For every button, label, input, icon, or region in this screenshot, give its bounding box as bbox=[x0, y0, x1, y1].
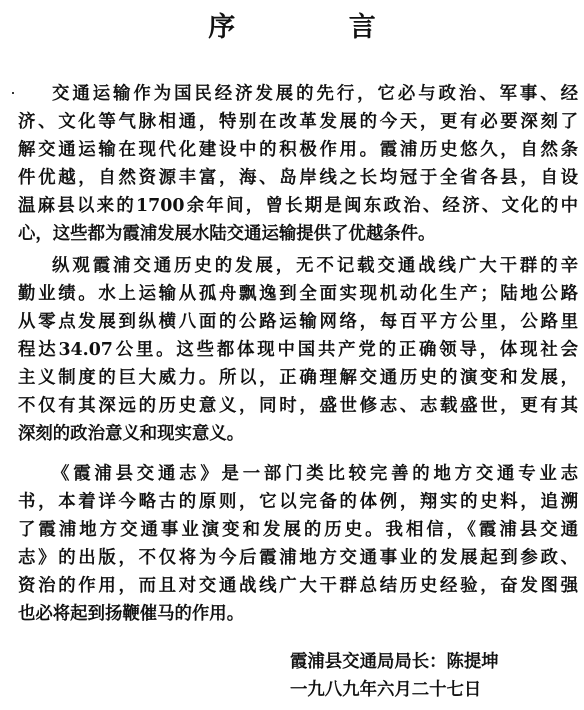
paragraph-3-line-1: 《霞浦县交通志》是一部门类比较完善的地方交通专业志 bbox=[52, 464, 578, 484]
paragraph-1-line-3: 解交通运输在现代化建设中的积极作用。霞浦历史悠久，自然条 bbox=[18, 140, 578, 160]
paragraph-3-line-4: 志》的出版，不仅将为今后霞浦地方交通事业的发展起到参政、 bbox=[18, 548, 578, 568]
paragraph-3-line-5: 资治的作用，而且对交通战线广大干群总结历史经验，奋发图强 bbox=[18, 576, 578, 596]
paragraph-1-line-6: 心，这些都为霞浦发展水陆交通运输提供了优越条件。 bbox=[18, 224, 436, 244]
paragraph-1-line-5: 温麻县以来的1700余年间，曾长期是闽东政治、经济、文化的中 bbox=[18, 196, 578, 216]
scan-speck bbox=[12, 92, 14, 94]
paragraph-2-line-4: 程达34.07公里。这些都体现中国共产党的正确领导，体现社会 bbox=[18, 340, 578, 360]
date-line: 一九八九年六月二十七日 bbox=[290, 680, 482, 700]
paragraph-2-line-3: 从零点发展到纵横八面的公路运输网络，每百平方公里，公路里 bbox=[18, 312, 578, 332]
signature: 霞浦县交通局局长：陈提坤 bbox=[290, 652, 499, 672]
paragraph-3-line-2: 书，本着详今略古的原则，它以完备的体例，翔实的史料，追溯 bbox=[18, 492, 578, 512]
page-title: 序 言 bbox=[208, 12, 428, 43]
paragraph-2-line-7: 深刻的政治意义和现实意义。 bbox=[18, 424, 245, 444]
paragraph-1-line-1: 交通运输作为国民经济发展的先行，它必与政治、军事、经 bbox=[52, 84, 578, 104]
paragraph-3-line-6: 也必将起到扬鞭催马的作用。 bbox=[18, 604, 245, 624]
paragraph-2-line-6: 不仅有其深远的历史意义，同时，盛世修志、志载盛世，更有其 bbox=[18, 396, 578, 416]
paragraph-1-line-4: 件优越，自然资源丰富，海、岛岸线之长均冠于全省各县，自设 bbox=[18, 168, 578, 188]
paragraph-1-line-2: 济、文化等气脉相通，特别在改革发展的今天，更有必要深刻了 bbox=[18, 112, 578, 132]
paragraph-2-line-5: 主义制度的巨大威力。所以，正确理解交通历史的演变和发展， bbox=[18, 368, 578, 388]
paragraph-2-line-1: 纵观霞浦交通历史的发展，无不记载交通战线广大干群的辛 bbox=[52, 256, 578, 276]
paragraph-3-line-3: 了霞浦地方交通事业演变和发展的历史。我相信，《霞浦县交通 bbox=[18, 520, 578, 540]
paragraph-2-line-2: 勤业绩。水上运输从孤舟飘逸到全面实现机动化生产；陆地公路 bbox=[18, 284, 578, 304]
